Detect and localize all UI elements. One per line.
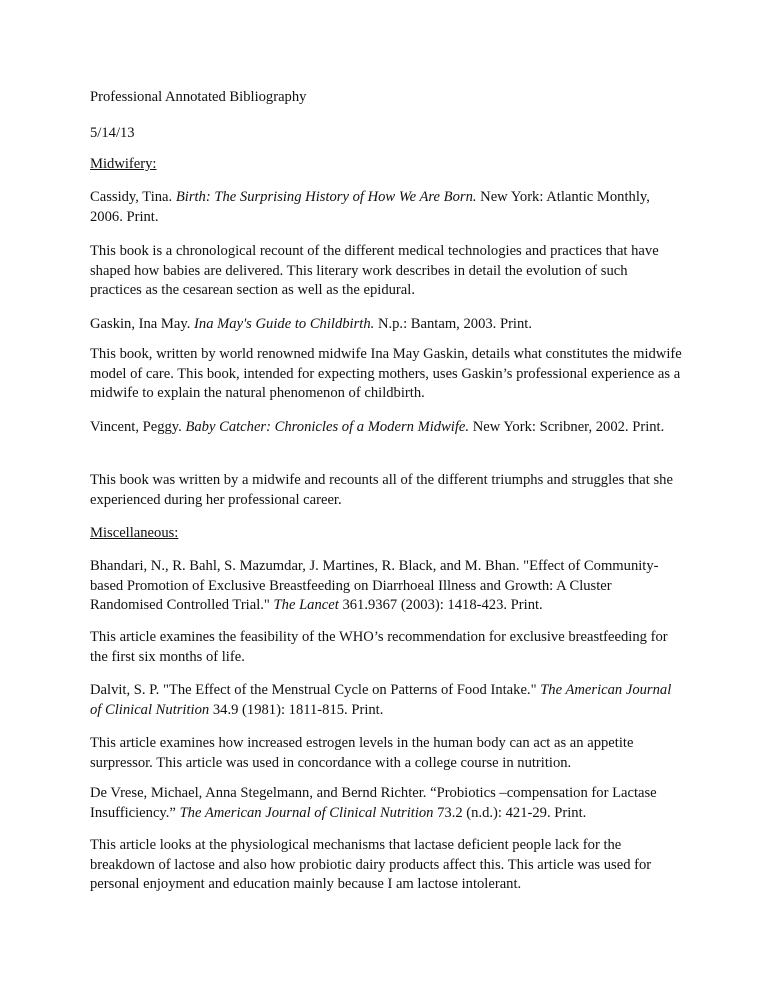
citation-de-vrese: De Vrese, Michael, Anna Stegelmann, and Bernd Richter. “Probiotics –compensation for Lactase Insufficiency.” The American Journal of Clinical Nutrition 73.2 (n.d.): 421-29. Print. [90,785,657,821]
citation-cassidy: Cassidy, Tina. Birth: The Surprising History of How We Are Born. New York: Atlantic Monthly, 2006. Print. [90,189,650,225]
annotation-dalvit: This article examines how increased estrogen levels in the human body can act as an appetite surpressor. This article was used in concordance with a college course in nutrition. [90,735,634,771]
annotation-bhandari: This article examines the feasibility of the WHO’s recommendation for exclusive breastfeeding for the first six months of life. [90,629,668,665]
section-heading-miscellaneous: Miscellaneous: [90,525,179,541]
annotation-de-vrese: This article looks at the physiological mechanisms that lactase deficient people lack for the breakdown of lactose and also how probiotic dairy products affect this. This article was used for personal enjoyment and education mainly because I am lactose intolerant. [90,837,652,893]
citation-dalvit: Dalvit, S. P. "The Effect of the Menstrual Cycle on Patterns of Food Intake." The American Journal of Clinical Nutrition 34.9 (1981): 1811-815. Print. [90,682,672,718]
document-date: 5/14/13 [90,125,135,141]
citation-gaskin: Gaskin, Ina May. Ina May's Guide to Childbirth. N.p.: Bantam, 2003. Print. [90,316,532,332]
document-title: Professional Annotated Bibliography [90,89,307,105]
citation-bhandari: Bhandari, N., R. Bahl, S. Mazumdar, J. Martines, R. Black, and M. Bhan. "Effect of Community-based Promotion of Exclusive Breastfeeding on Diarrhoeal Illness and Growth: A Cluster Randomised Controlled Trial." The Lancet 361.9367 (2003): 1418-423. Print. [90,558,659,614]
annotation-gaskin: This book, written by world renowned midwife Ina May Gaskin, details what constitutes the midwife model of care. This book, intended for expecting mothers, uses Gaskin’s professional experience as a midwife to explain the natural phenomenon of childbirth. [90,346,682,402]
citation-vincent: Vincent, Peggy. Baby Catcher: Chronicles of a Modern Midwife. New York: Scribner, 2002. Print. [90,419,665,435]
section-heading-midwifery: Midwifery: [90,156,157,172]
annotation-cassidy: This book is a chronological recount of the different medical technologies and practices that have shaped how babies are delivered. This literary work describes in detail the evolution of such practices as the cesarean section as well as the epidural. [90,243,659,299]
annotation-vincent: This book was written by a midwife and recounts all of the different triumphs and struggles that she experienced during her professional career. [90,472,673,508]
